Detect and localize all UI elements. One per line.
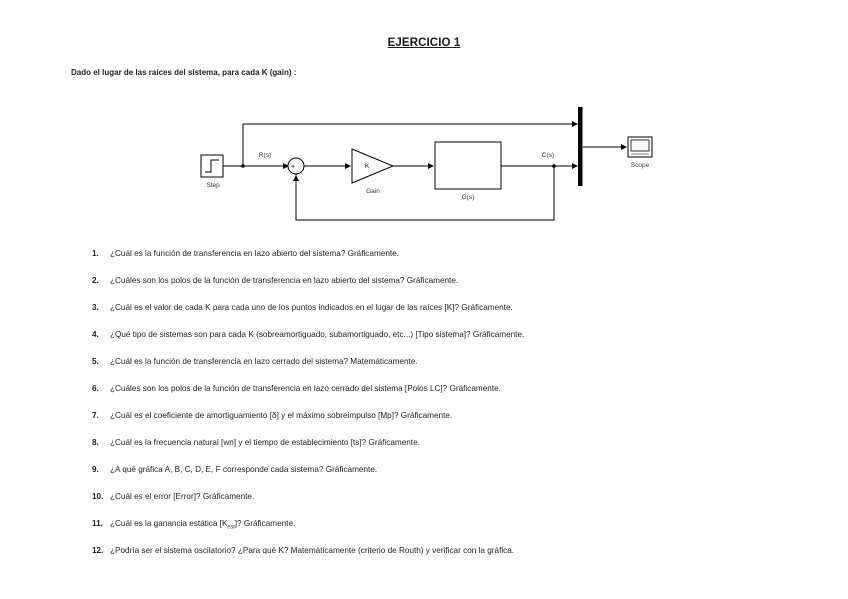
question-number: 6. <box>92 384 99 393</box>
feedback-path <box>296 166 554 220</box>
sum-plus-sign: + <box>290 164 296 171</box>
mux-block <box>578 107 583 186</box>
block-diagram <box>0 0 848 260</box>
question-item <box>92 546 514 555</box>
question-text: ¿Cuál es el error [Error]? Gráficamente. <box>110 492 255 501</box>
question-item <box>92 249 399 258</box>
question-number: 12. <box>92 546 104 555</box>
question-text: ¿Cuál es la frecuencia natural [wn] y el tiempo de establecimiento [ts]? Gráficamente. <box>110 438 420 447</box>
question-text: ¿Cuál es la función de transferencia en lazo cerrado del sistema? Matemáticamente. <box>110 357 418 366</box>
question-item <box>92 384 501 393</box>
question-item <box>92 330 524 339</box>
question-text-end: ]? Gráficamente. <box>234 519 296 528</box>
question-number: 2. <box>92 276 99 285</box>
subscript-est: est <box>227 524 235 531</box>
question-number: 7. <box>92 411 99 420</box>
step-label: Step <box>206 182 220 189</box>
document-title: EJERCICIO 1 <box>387 37 461 49</box>
question-item <box>92 492 254 501</box>
question-text: ¿A qué gráfica A, B, C, D, E, F corresponde cada sistema? Gráficamente. <box>110 465 378 474</box>
question-text: ¿Cuáles son los polos de la función de transferencia en lazo abierto del sistema? Gráficamente. <box>110 276 459 285</box>
question-item <box>92 303 513 312</box>
question-item <box>92 465 377 474</box>
scope-block <box>628 137 652 169</box>
gain-label: Gain <box>366 188 380 195</box>
question-item <box>92 438 420 447</box>
scope-label: Scope <box>630 162 650 169</box>
question-number: 9. <box>92 465 99 474</box>
question-item <box>92 411 452 420</box>
intro-text: Dado el lugar de las raíces del sistema, para cada K (gain) : <box>71 68 297 77</box>
question-item <box>92 519 295 531</box>
input-signal-label: R(s) <box>258 152 272 159</box>
question-text: ¿Cuál es el valor de cada K para cada uno de los puntos indicados en el lugar de las raíces [K]? Gráficamente. <box>110 303 513 312</box>
question-item <box>92 357 418 366</box>
question-text: ¿Qué tipo de sistemas son para cada K (sobreamortiguado, subamortiguado, etc...) [Tipo sistema]? Gráficamente. <box>110 330 525 339</box>
question-number: 4. <box>92 330 99 339</box>
sum-minus-sign: - <box>294 172 298 179</box>
question-number: 8. <box>92 438 99 447</box>
question-number: 1. <box>92 249 99 258</box>
plant-block <box>435 142 501 201</box>
sum-junction <box>288 158 304 179</box>
question-text: ¿Podría ser el sistema oscilatorio? ¿Para qué K? Matemáticamente (criterio de Routh) y verificar con la gráfica. <box>110 546 515 555</box>
output-signal-label: C(s) <box>541 152 555 159</box>
question-text: ¿Cuál es el coeficiente de amortiguamiento [δ] y el máximo sobreimpulso [Mp]? Gráficamente. <box>110 411 453 420</box>
question-text: ¿Cuáles son los polos de la función de transferencia en lazo cerrado del sistema [Polos LC]? Gráficamente. <box>110 384 501 393</box>
gain-symbol: K <box>364 163 370 170</box>
question-item <box>92 276 458 285</box>
step-block <box>201 155 223 189</box>
plant-label: G(s) <box>461 194 475 201</box>
question-number: 3. <box>92 303 99 312</box>
question-number: 10. <box>92 492 104 501</box>
gain-block <box>352 149 393 195</box>
question-number: 5. <box>92 357 99 366</box>
question-text <box>110 519 296 531</box>
question-number: 11. <box>92 519 103 528</box>
question-text: ¿Cuál es la función de transferencia en lazo abierto del sistema? Gráficamente. <box>110 249 399 258</box>
question-text-start: ¿Cuál es la ganancia estática [K <box>110 519 228 528</box>
